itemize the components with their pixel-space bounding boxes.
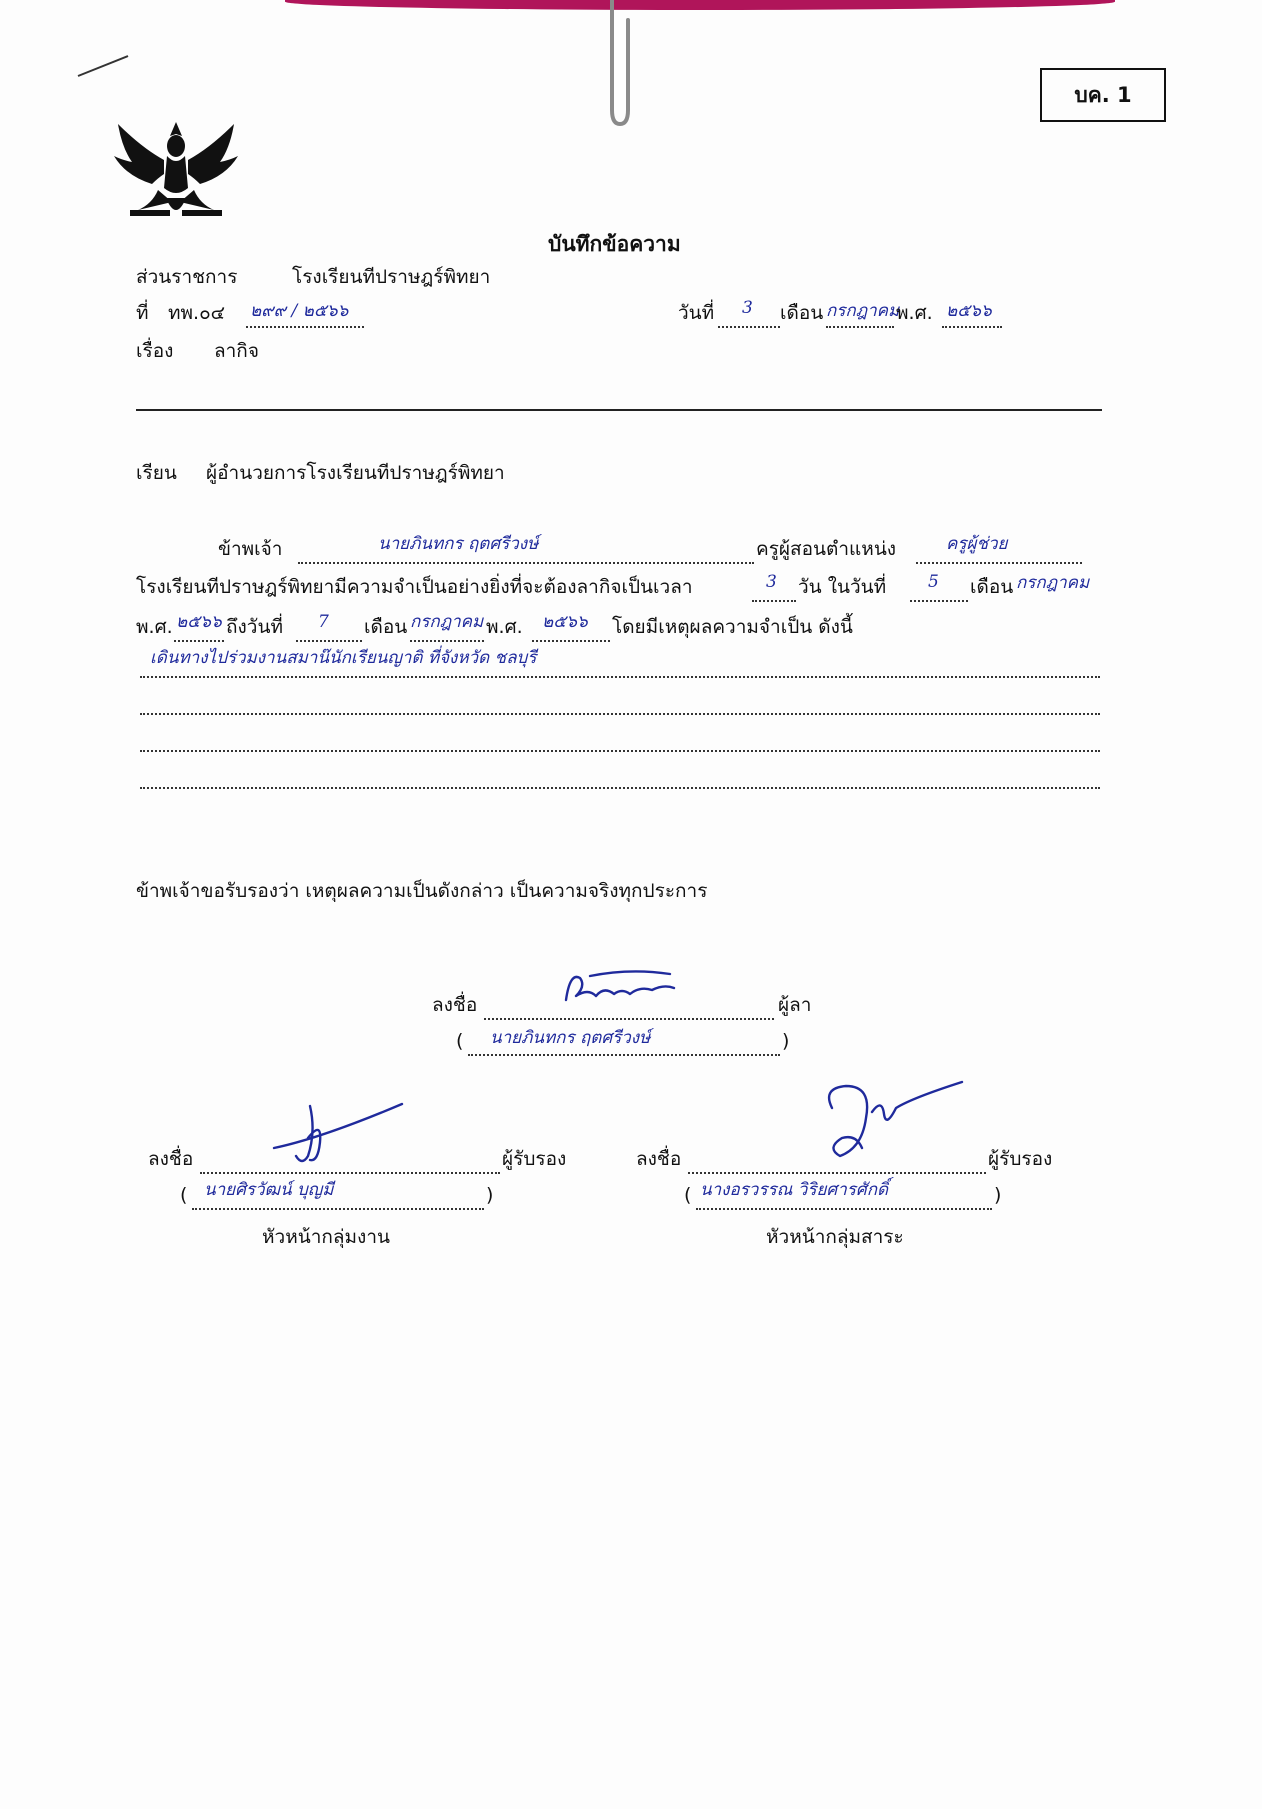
ref-prefix: ทพ.๐๔: [168, 302, 226, 324]
right-approver-close-paren: ): [994, 1184, 1002, 1206]
date-year-label: พ.ศ.: [896, 302, 933, 324]
end-year-label: พ.ศ.: [486, 616, 523, 638]
date-year-handwritten: ๒๕๖๖: [946, 301, 992, 321]
date-month-handwritten: กรกฎาคม: [826, 301, 900, 321]
salutation-label: เรียน: [136, 462, 177, 484]
requester-open-paren: (: [456, 1030, 464, 1052]
top-ribbon: [285, 0, 1115, 10]
ref-number-handwritten: ๒๙๙ / ๒๕๖๖: [250, 301, 349, 321]
left-approver-title: หัวหน้ากลุ่มงาน: [262, 1226, 390, 1248]
body-intro-label: ข้าพเจ้า: [218, 538, 283, 560]
position-label: ครูผู้สอนตำแหน่ง: [756, 538, 897, 560]
end-day-handwritten: 7: [318, 612, 329, 632]
body-line-2-text: โรงเรียนทีปราษฎร์พิทยามีความจำเป็นอย่างยิ่งที่จะต้องลากิจเป็นเวลา: [136, 576, 693, 598]
agency-label: ส่วนราชการ: [136, 266, 238, 288]
date-month-label: เดือน: [780, 302, 824, 324]
subject-label: เรื่อง: [136, 340, 174, 362]
left-approver-role: ผู้รับรอง: [502, 1148, 567, 1170]
reason-dotted-line-1: [140, 676, 1100, 678]
salutation-recipient: ผู้อำนวยการโรงเรียนทีปราษฎร์พิทยา: [206, 462, 505, 484]
requester-role: ผู้ลา: [778, 994, 812, 1016]
pen-scratch-mark: [76, 52, 132, 80]
end-month-handwritten: กรกฎาคม: [410, 612, 484, 632]
position-handwritten: ครูผู้ช่วย: [946, 534, 1008, 554]
end-year-handwritten: ๒๕๖๖: [542, 612, 588, 632]
subject-value: ลากิจ: [214, 340, 259, 362]
form-code: บค. 1: [1074, 82, 1132, 107]
start-day-dotted-line: [910, 600, 968, 602]
requester-sign-label: ลงชื่อ: [432, 994, 478, 1016]
paper-clip-icon: [602, 0, 636, 128]
requester-signature: [560, 966, 680, 1010]
right-approver-title: หัวหน้ากลุ่มสาระ: [766, 1226, 904, 1248]
name-dotted-line: [298, 562, 754, 564]
position-dotted-line: [916, 562, 1082, 564]
date-month-dotted-line: [826, 326, 894, 328]
requester-sign-dotted-line: [484, 1018, 774, 1020]
left-approver-name-handwritten: นายศิรวัฒน์ บุญมี: [204, 1180, 334, 1200]
right-approver-name-handwritten: นางอรวรรณ วิริยศารศักดิ์: [700, 1180, 889, 1200]
name-handwritten: นายภินทกร ฤตศรีวงษ์: [378, 534, 539, 554]
start-month-handwritten: กรกฎาคม: [1016, 573, 1090, 593]
ref-dotted-line: [246, 326, 364, 328]
reason-intro-label: โดยมีเหตุผลความจำเป็น ดังนี้: [612, 616, 853, 638]
memo-title: บันทึกข้อความ: [548, 232, 681, 256]
start-year-label: พ.ศ.: [136, 616, 173, 638]
agency-value: โรงเรียนทีปราษฎร์พิทยา: [292, 266, 491, 288]
start-day-handwritten: 5: [928, 572, 939, 592]
form-code-box: [1040, 68, 1166, 122]
left-approver-signature: [262, 1098, 412, 1170]
left-approver-sign-dotted-line: [200, 1172, 500, 1174]
right-approver-name-dotted-line: [696, 1208, 992, 1210]
date-year-dotted-line: [942, 326, 1002, 328]
start-year-dotted-line: [174, 640, 224, 642]
requester-name-handwritten: นายภินทกร ฤตศรีวงษ์: [490, 1028, 651, 1048]
date-day-handwritten: 3: [742, 298, 753, 318]
garuda-emblem-icon: [112, 118, 240, 226]
end-day-label: ถึงวันที่: [226, 616, 283, 638]
ref-label: ที่: [136, 302, 149, 324]
requester-name-dotted-line: [468, 1054, 780, 1056]
right-approver-open-paren: (: [684, 1184, 692, 1206]
header-divider: [136, 409, 1102, 411]
left-approver-sign-label: ลงชื่อ: [148, 1148, 194, 1170]
reason-handwritten: เดินทางไปร่วมงานสมาน๊นักเรียนญาติ ที่จังหวัด ชลบุรี: [150, 648, 537, 668]
right-approver-sign-label: ลงชื่อ: [636, 1148, 682, 1170]
right-approver-role: ผู้รับรอง: [988, 1148, 1053, 1170]
date-day-dotted-line: [718, 326, 780, 328]
reason-dotted-line-4: [140, 787, 1100, 789]
date-label: วันที่: [678, 302, 715, 324]
days-dotted-line: [752, 600, 796, 602]
end-year-dotted-line: [532, 640, 610, 642]
start-month-label: เดือน: [970, 576, 1014, 598]
left-approver-name-dotted-line: [192, 1208, 484, 1210]
end-day-dotted-line: [296, 640, 362, 642]
end-month-dotted-line: [410, 640, 484, 642]
certification-statement: ข้าพเจ้าขอรับรองว่า เหตุผลความเป็นดังกล่าว เป็นความจริงทุกประการ: [136, 880, 708, 902]
reason-dotted-line-2: [140, 713, 1100, 715]
right-approver-signature: [812, 1078, 964, 1174]
left-approver-open-paren: (: [180, 1184, 188, 1206]
reason-dotted-line-3: [140, 750, 1100, 752]
start-year-handwritten: ๒๕๖๖: [176, 612, 222, 632]
requester-close-paren: ): [782, 1030, 790, 1052]
on-day-label: วัน ในวันที่: [798, 576, 887, 598]
left-approver-close-paren: ): [486, 1184, 494, 1206]
end-month-label: เดือน: [364, 616, 408, 638]
days-handwritten: 3: [766, 572, 777, 592]
